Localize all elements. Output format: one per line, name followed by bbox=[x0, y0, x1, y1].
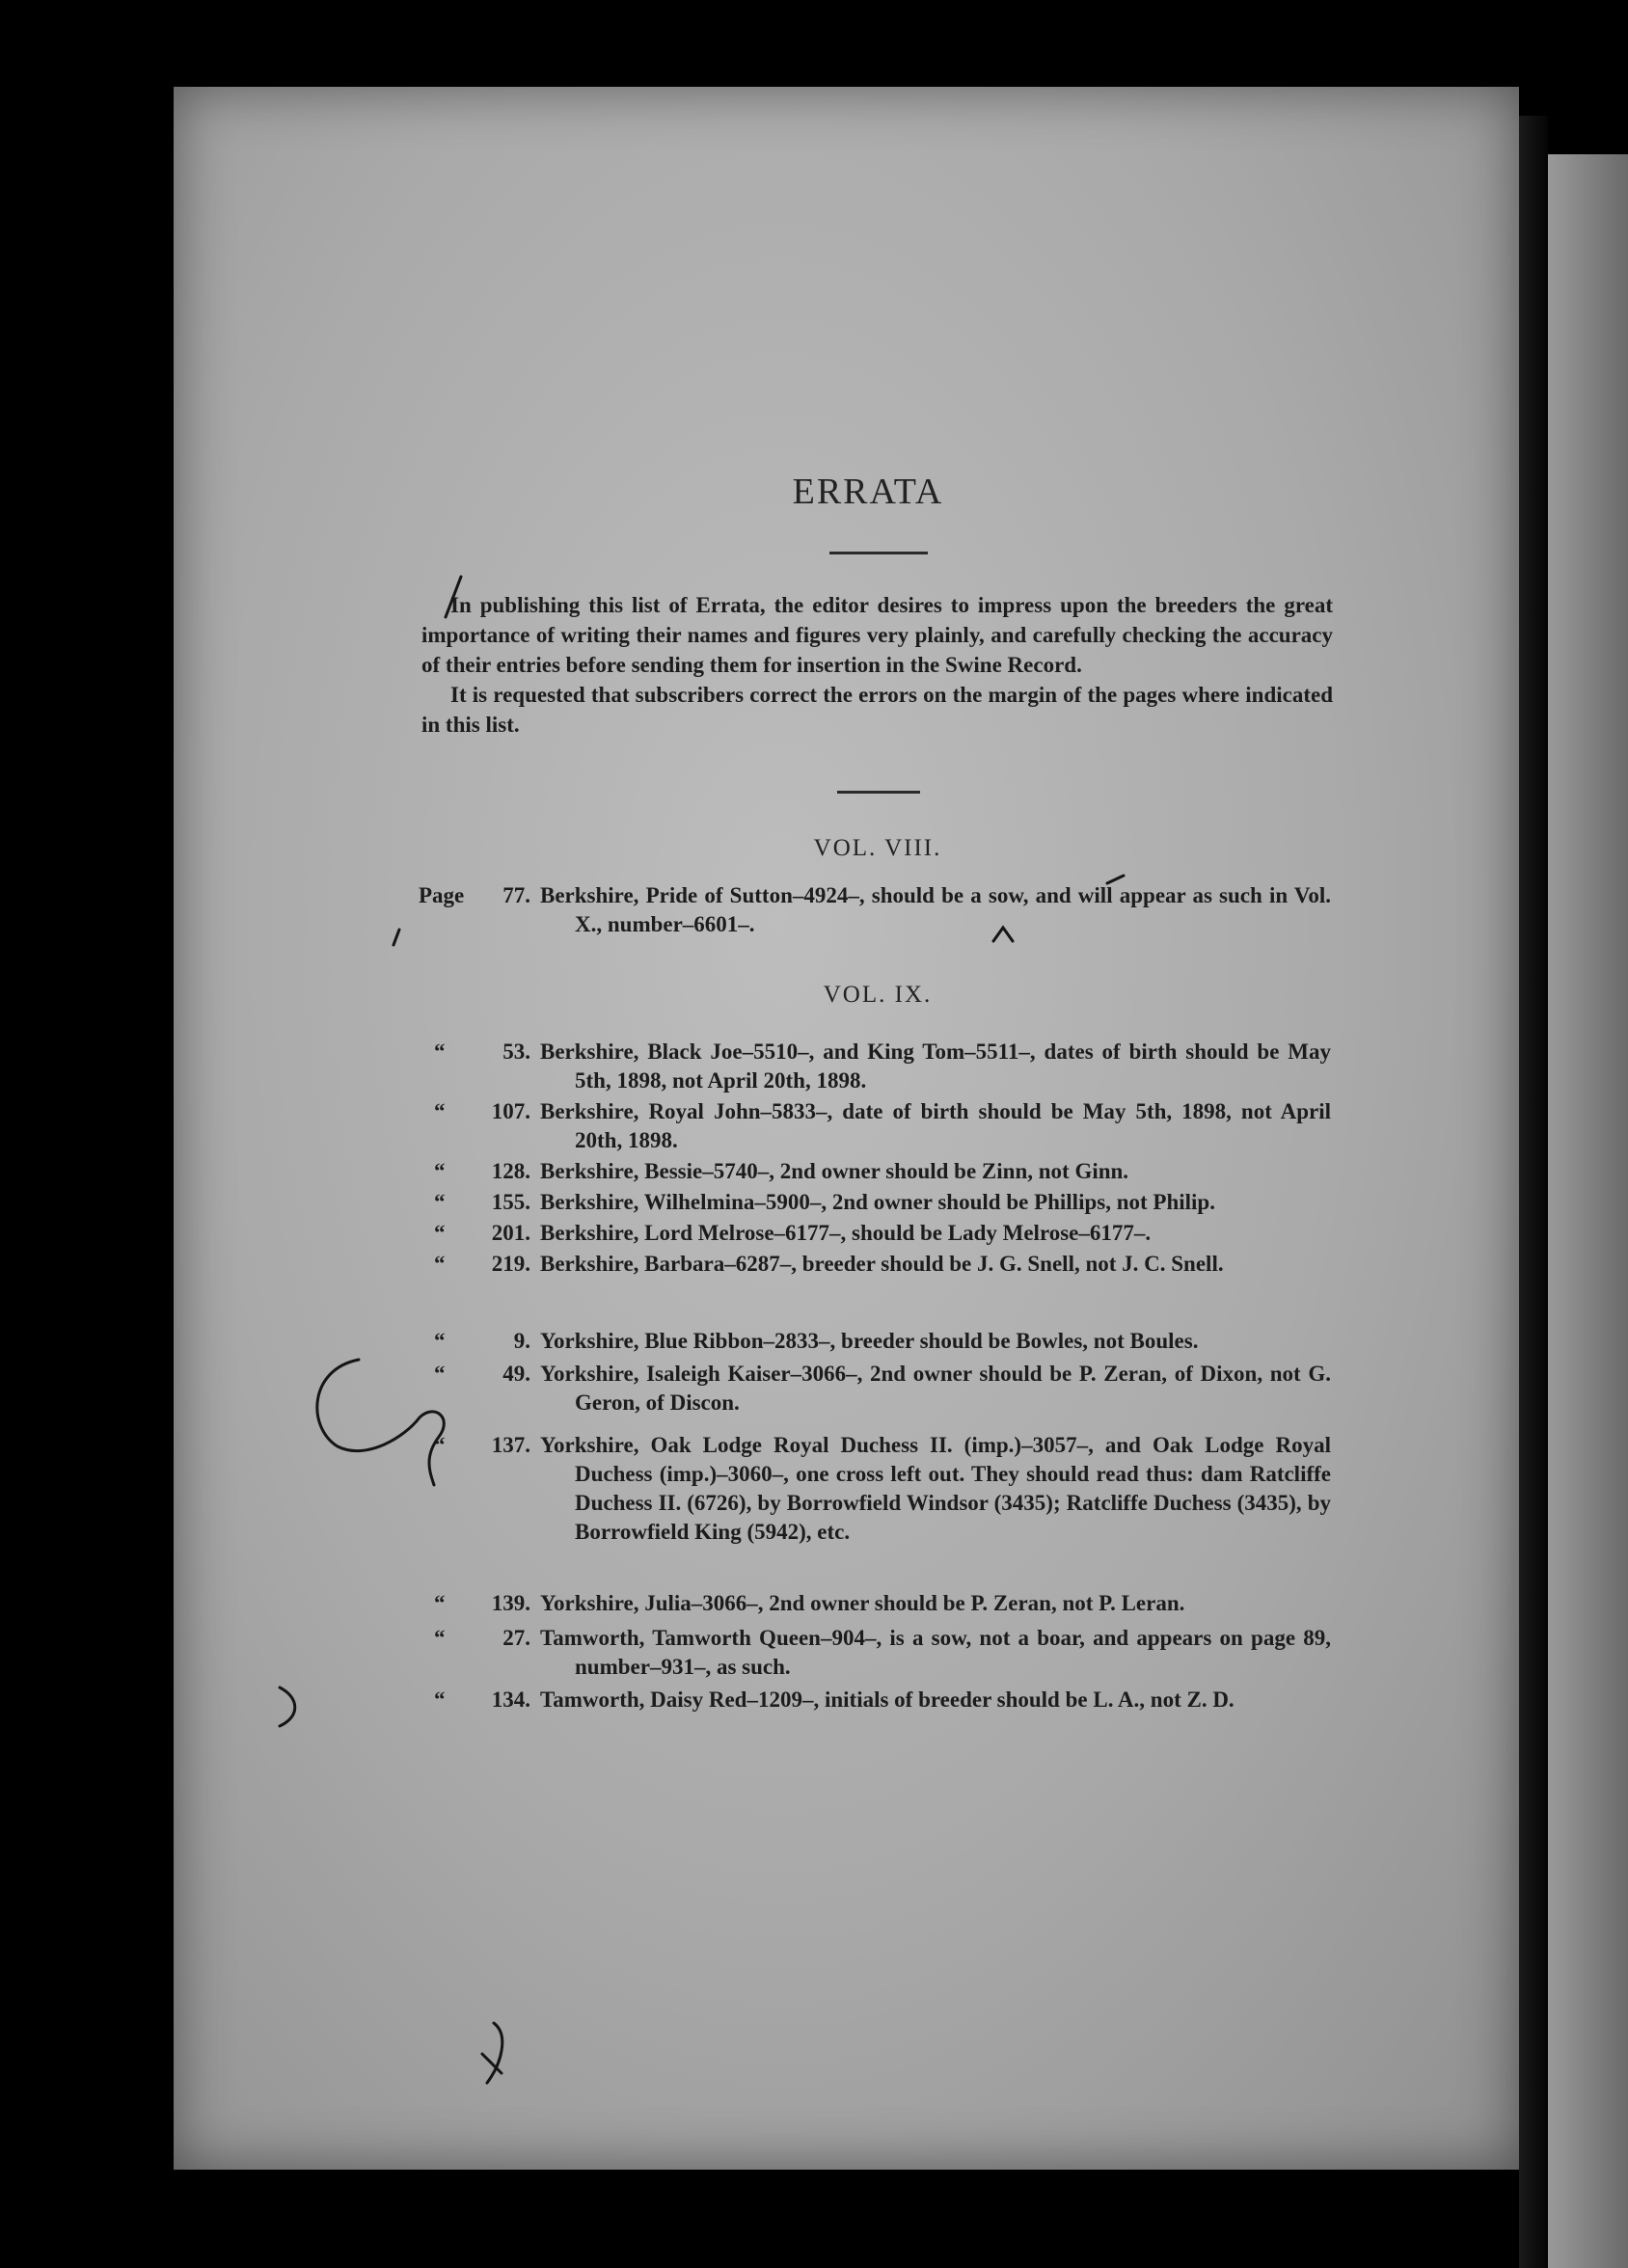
ditto-mark: “ bbox=[434, 1329, 446, 1353]
ditto-mark: “ bbox=[434, 1252, 446, 1276]
entry-text: Berkshire, Pride of Sutton–4924–, should be a sow, and will appear as such in Vol. X., number–6601–. bbox=[540, 883, 1331, 936]
ditto-mark: “ bbox=[434, 1688, 446, 1712]
ditto-mark: “ bbox=[434, 1221, 446, 1245]
errata-entry bbox=[405, 1250, 1331, 1279]
errata-entry bbox=[405, 1157, 1331, 1186]
page-number: 128. bbox=[491, 1159, 530, 1183]
intro-text bbox=[421, 590, 1333, 740]
entry-text: Yorkshire, Isaleigh Kaiser–3066–, 2nd owner should be P. Zeran, of Dixon, not G. Geron, of Discon. bbox=[540, 1362, 1331, 1415]
ditto-mark: “ bbox=[434, 1099, 446, 1123]
entry-text: Yorkshire, Blue Ribbon–2833–, breeder should be Bowles, not Boules. bbox=[540, 1329, 1199, 1353]
page-label: Page bbox=[419, 883, 465, 907]
entry-text: Berkshire, Royal John–5833–, date of birth should be May 5th, 1898, not April 20th, 1898. bbox=[540, 1099, 1331, 1152]
entry-text: Yorkshire, Julia–3066–, 2nd owner should be P. Zeran, not P. Leran. bbox=[540, 1591, 1185, 1615]
page-number: 139. bbox=[491, 1591, 530, 1615]
page-number: 155. bbox=[491, 1190, 530, 1214]
entry-text: Berkshire, Bessie–5740–, 2nd owner should be Zinn, not Ginn. bbox=[540, 1159, 1129, 1183]
errata-entry bbox=[405, 1686, 1331, 1714]
page-number: 9. bbox=[513, 1329, 530, 1353]
title-rule bbox=[829, 552, 928, 554]
page-number: 201. bbox=[491, 1221, 530, 1245]
ditto-mark: “ bbox=[434, 1040, 446, 1064]
errata-entry bbox=[405, 1431, 1331, 1547]
ditto-mark: “ bbox=[434, 1626, 446, 1650]
errata-entry bbox=[405, 1360, 1331, 1418]
ditto-mark: “ bbox=[434, 1159, 446, 1183]
entry-text: Yorkshire, Oak Lodge Royal Duchess II. (imp.)–3057–, and Oak Lodge Royal Duchess (imp.)–3060–, one cross left out. They should read thus: dam Ratcliffe Duchess II. (6726), by Borrowfield Windsor (3435); Ratcliffe Duchess (3435), by Borrowfield King (5942), etc. bbox=[540, 1433, 1331, 1544]
volume-heading-viii: VOL. VIII. bbox=[813, 835, 942, 861]
entry-text: Tamworth, Tamworth Queen–904–, is a sow, not a boar, and appears on page 89, number–931–, as such. bbox=[540, 1626, 1331, 1679]
page-number: 134. bbox=[491, 1688, 530, 1712]
ditto-mark: “ bbox=[434, 1591, 446, 1615]
errata-entry bbox=[405, 1624, 1331, 1682]
page-number: 219. bbox=[491, 1252, 530, 1276]
page-number: 77. bbox=[502, 883, 530, 907]
section-rule bbox=[837, 791, 920, 794]
page-title: ERRATA bbox=[792, 472, 944, 512]
entry-text: Tamworth, Daisy Red–1209–, initials of breeder should be L. A., not Z. D. bbox=[540, 1688, 1235, 1712]
errata-entry bbox=[405, 1589, 1331, 1618]
volume-heading-ix: VOL. IX. bbox=[823, 982, 933, 1008]
page-number: 107. bbox=[491, 1099, 530, 1123]
page-number: 49. bbox=[502, 1362, 530, 1386]
intro-paragraph-2: It is requested that subscribers correct the errors on the margin of the pages where indicated in this list. bbox=[421, 683, 1333, 737]
ditto-mark: “ bbox=[434, 1190, 446, 1214]
errata-entry bbox=[405, 1097, 1331, 1155]
errata-entry bbox=[405, 1038, 1331, 1095]
errata-entry bbox=[405, 881, 1331, 939]
entry-text: Berkshire, Lord Melrose–6177–, should be Lady Melrose–6177–. bbox=[540, 1221, 1152, 1245]
intro-paragraph-1: In publishing this list of Errata, the editor desires to impress upon the breeders the great importance of writing their names and figures very plainly, and carefully checking the accuracy of their entries before sending them for insertion in the Swine Record. bbox=[421, 593, 1333, 677]
errata-entry bbox=[405, 1327, 1331, 1356]
entry-text: Berkshire, Black Joe–5510–, and King Tom–5511–, dates of birth should be May 5th, 1898, not April 20th, 1898. bbox=[540, 1040, 1331, 1093]
page-number: 53. bbox=[502, 1040, 530, 1064]
errata-entry bbox=[405, 1219, 1331, 1248]
ditto-mark: “ bbox=[434, 1433, 446, 1457]
entry-text: Berkshire, Barbara–6287–, breeder should be J. G. Snell, not J. C. Snell. bbox=[540, 1252, 1224, 1276]
errata-entry bbox=[405, 1188, 1331, 1217]
page-number: 27. bbox=[502, 1626, 530, 1650]
ditto-mark: “ bbox=[434, 1362, 446, 1386]
page-number: 137. bbox=[491, 1433, 530, 1457]
entry-text: Berkshire, Wilhelmina–5900–, 2nd owner should be Phillips, not Philip. bbox=[540, 1190, 1215, 1214]
